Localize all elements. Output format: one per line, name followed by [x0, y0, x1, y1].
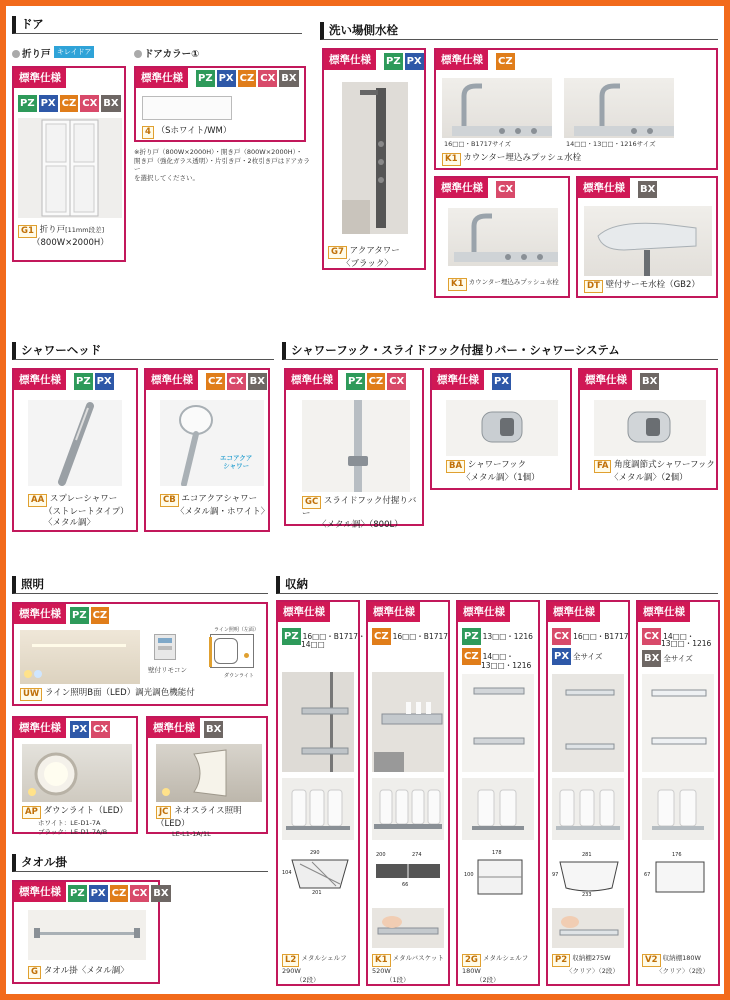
wall-remote-icon: [154, 634, 176, 660]
door-section-title: ドア: [12, 16, 302, 34]
chip-pz: PZ: [282, 628, 301, 645]
down-light-photo: [22, 744, 132, 802]
chip-pz: PZ: [18, 95, 37, 112]
thermo-faucet-drawing: [584, 206, 712, 276]
bottles-drawing: [462, 778, 534, 840]
chip-cz: CZ: [462, 648, 481, 665]
counter-faucet-cx-photo: [448, 208, 558, 266]
angle-hook-drawing: [594, 400, 706, 456]
dim-side: 100: [464, 872, 474, 878]
storage-photo-hand: [372, 908, 444, 948]
size-text: 13□□・1216: [661, 639, 712, 648]
size-label-2: 14□□・13□□・1216サイズ: [566, 140, 656, 148]
bullet-icon: [134, 50, 142, 58]
door-color-caption: 4 （Sホワイト/WM）: [142, 126, 231, 139]
storage-photo-shelf: [642, 674, 714, 772]
dim-side: 66: [402, 882, 409, 888]
chip-px: PX: [39, 95, 58, 112]
storage-photo-bottles: [462, 778, 534, 840]
chip-cz: CZ: [110, 885, 129, 902]
code-k1: K1: [442, 153, 461, 166]
slide-bar-caption: GC スライドフック付握りバー 〈メタル調〉（800L）: [302, 496, 417, 530]
chip-bx: BX: [248, 373, 267, 390]
storage-photo-basket: [372, 672, 444, 772]
storage-card-2: [366, 600, 450, 986]
storage-dimension-diagram: [552, 850, 624, 902]
chip-cz: CZ: [238, 70, 257, 87]
towel-bar-caption: G タオル掛〈メタル調〉: [28, 966, 129, 979]
counter-faucet-drawing: [448, 208, 558, 266]
line-light-caption: UW ライン照明B面（LED）調光調色機能付: [20, 688, 195, 701]
standard-spec-tag: 標準仕様: [14, 604, 66, 624]
eco-aqua-shower-photo: [160, 400, 264, 486]
size-row: [462, 628, 533, 645]
chip-cx: CX: [387, 373, 406, 390]
chip-cz: CZ: [367, 373, 386, 390]
size-text: 14□□・: [482, 652, 514, 661]
size-row: [552, 648, 602, 665]
storage-caption-2: K1 メタルバスケット520W （1段）: [372, 954, 444, 984]
slide-bar-card: [284, 368, 424, 530]
counter-faucet-photo-2: [564, 78, 674, 138]
folding-door-caption: G1 折り戸[11mm段差] （800W×2000H）: [18, 225, 126, 249]
eco-aqua-shower-caption: CB エコアクアシャワー 〈メタル調・ホワイト〉: [160, 494, 268, 518]
size-row: [661, 638, 711, 649]
kirei-door-badge: キレイドア: [54, 46, 94, 58]
storage-caption-1: L2 メタルシェルフ290W （2段）: [282, 954, 347, 984]
dim-bottom: 233: [582, 892, 592, 898]
spray-shower-drawing: [28, 400, 122, 486]
chip-px: PX: [70, 721, 89, 738]
line-light-card: [12, 602, 268, 706]
standard-spec-tag: 標準仕様: [436, 50, 488, 70]
color-swatch-white: [142, 96, 232, 120]
chip-pz: PZ: [462, 628, 481, 645]
towel-bar-photo: [28, 910, 146, 960]
storage-card-3: [456, 600, 540, 986]
shower-hook-section-title: シャワーフック・スライドフック付握りバー・シャワーシステム: [282, 342, 718, 360]
dim-top: 176: [672, 852, 682, 858]
chip-bx: BX: [101, 95, 120, 112]
neo-slice-light-photo: [156, 744, 262, 802]
neo-slice-light-drawing: [156, 744, 262, 802]
counter-faucet-caption: K1 カウンター埋込みプッシュ水栓: [442, 153, 581, 166]
faucet-section-title: 洗い場側水栓: [320, 22, 718, 40]
chip-bx: BX: [151, 885, 170, 902]
storage-dimension-diagram: [282, 850, 354, 902]
thermo-faucet-card: [576, 176, 718, 298]
down-light-label: ダウンライト: [224, 673, 254, 679]
shelf-drawing: [462, 674, 534, 772]
storage-dimension-diagram: [372, 850, 444, 902]
size-text: 16□□・B1717: [392, 632, 449, 641]
chip-pz: PZ: [346, 373, 365, 390]
door-color-card: [134, 66, 306, 142]
door-note: ※折り戸（800W×2000H）・開き戸（800W×2000H）・ 開き戸（強化ガラス透明）・片引き戸・2枚引き戸はドアカラー を選択してください。: [134, 148, 310, 182]
chip-cz: CZ: [91, 607, 110, 624]
model-chips: [70, 607, 109, 624]
dim-side: 67: [644, 872, 651, 878]
code-dt: DT: [584, 280, 603, 293]
size-text: 14□□: [301, 640, 325, 649]
chip-cx: CX: [552, 628, 571, 645]
model-chips: [70, 721, 110, 738]
chip-pz: PZ: [70, 607, 89, 624]
counter-faucet-cz-card: [434, 48, 718, 170]
chip-cz: CZ: [372, 628, 391, 645]
code-p2: P2: [552, 954, 570, 967]
code-2g: 2G: [462, 954, 481, 967]
storage-photo-bottles: [552, 778, 624, 840]
chip-cx: CX: [496, 181, 515, 198]
spray-shower-caption: AA スプレーシャワー （ストレートタイプ） 〈メタル調〉: [28, 494, 129, 529]
door-color-label: ドアカラー①: [134, 46, 199, 60]
hand-drawing: [372, 908, 444, 948]
size-row: [552, 628, 629, 645]
angle-hook-photo: [594, 400, 706, 456]
line-light-photo: [20, 630, 140, 684]
towel-bar-card: [12, 880, 169, 984]
counter-faucet-cx-card: [434, 176, 570, 298]
code-aa: AA: [28, 494, 47, 507]
code-gc: GC: [302, 496, 321, 509]
angle-hook-caption: FA 角度調節式シャワーフック 〈メタル調〉（2個）: [594, 460, 715, 484]
basket-drawing: [372, 672, 444, 772]
dim-bottom: 274: [412, 852, 422, 858]
chip-pz: PZ: [74, 373, 93, 390]
dim-top: 178: [492, 850, 502, 856]
model-chips: [206, 373, 267, 390]
neo-slice-light-card: [146, 716, 268, 838]
shower-hook-drawing: [446, 400, 558, 456]
chip-pz: PZ: [68, 885, 87, 902]
chip-bx: BX: [640, 373, 659, 390]
model-chips: [196, 70, 299, 87]
code-k1: K1: [448, 278, 467, 291]
spray-shower-photo: [28, 400, 122, 486]
neo-slice-light-caption: JC ネオスライス照明（LED） LE-L1-1A/1L: [156, 806, 242, 838]
storage-caption-4: P2 収納棚275W 〈クリア〉（2段）: [552, 954, 619, 976]
model-chips: [68, 885, 171, 902]
code-fa: FA: [594, 460, 611, 473]
standard-spec-tag: 標準仕様: [14, 68, 66, 88]
model-chips: [384, 53, 424, 70]
code-ba: BA: [446, 460, 465, 473]
aqua-tower-photo: [342, 82, 408, 234]
towel-bar-drawing: [28, 910, 146, 960]
slide-bar-photo: [302, 400, 410, 492]
standard-spec-tag: 標準仕様: [148, 718, 200, 738]
chip-cz: CZ: [60, 95, 79, 112]
counter-faucet-photo-1: [442, 78, 552, 138]
chip-cz: CZ: [206, 373, 225, 390]
spray-shower-card: [12, 368, 138, 532]
chip-cx: CX: [91, 721, 110, 738]
bath-plan-diagram: [210, 634, 254, 668]
shower-hook-card: [430, 368, 572, 490]
code-ap: AP: [22, 806, 41, 819]
storage-card-5: [636, 600, 720, 986]
standard-spec-tag: 標準仕様: [548, 602, 600, 622]
size-text: 16□□・B1717・: [302, 632, 366, 641]
chip-bx: BX: [204, 721, 223, 738]
size-label-1: 16□□・B1717サイズ: [444, 140, 512, 148]
standard-spec-tag: 標準仕様: [14, 370, 66, 390]
chip-pz: PZ: [384, 53, 403, 70]
storage-dimension-diagram: [462, 850, 534, 902]
aqua-tower-card: [322, 48, 426, 270]
size-text: 14□□・: [663, 632, 695, 641]
standard-spec-tag: 標準仕様: [580, 370, 632, 390]
model-chips: [496, 53, 515, 70]
chip-px: PX: [552, 648, 571, 665]
angle-hook-card: [578, 368, 718, 490]
storage-card-1: [276, 600, 366, 986]
plan-label: ライン照明（左面）: [214, 627, 259, 633]
standard-spec-tag: 標準仕様: [136, 68, 188, 88]
standard-spec-tag: 標準仕様: [278, 602, 330, 622]
standard-spec-tag: 標準仕様: [286, 370, 338, 390]
code-v2: V2: [642, 954, 661, 967]
standard-spec-tag: 標準仕様: [14, 882, 66, 902]
size-text: 全サイズ: [663, 654, 693, 663]
dim-side: 104: [282, 870, 292, 876]
storage-caption-3: 2G メタルシェルフ180W （2段）: [462, 954, 529, 984]
model-chips: [346, 373, 406, 390]
standard-spec-tag: 標準仕様: [638, 602, 690, 622]
bottles-drawing: [552, 778, 624, 840]
storage-photo-bottles: [642, 778, 714, 840]
size-text: 全サイズ: [573, 652, 603, 661]
bottles-drawing: [372, 778, 444, 840]
catalog-page: [6, 6, 724, 994]
down-light-drawing: [22, 744, 132, 802]
chip-cx: CX: [227, 373, 246, 390]
thermo-faucet-caption: DT 壁付サーモ水栓（GB2）: [584, 280, 700, 293]
dim-top: 290: [310, 850, 320, 856]
standard-spec-tag: 標準仕様: [14, 718, 66, 738]
eco-aqua-shower-drawing: [160, 400, 264, 486]
standard-spec-tag: 標準仕様: [324, 50, 376, 70]
slide-bar-drawing: [302, 400, 410, 492]
storage-photo-bottles: [372, 778, 444, 840]
storage-photo-bottles: [282, 778, 354, 840]
folding-door-drawing: [18, 118, 122, 218]
storage-photo-hand: [552, 908, 624, 948]
code-k1: K1: [372, 954, 391, 967]
chip-cz: CZ: [496, 53, 515, 70]
storage-caption-5: V2 収納棚180W 〈クリア〉（2段）: [642, 954, 709, 976]
code-g1: G1: [18, 225, 37, 238]
down-light-caption: AP ダウンライト（LED） ホワイト：LE-D1-7A ブラック：LE-D1-7A/B: [22, 806, 128, 836]
bottles-drawing: [282, 778, 354, 840]
thermo-faucet-photo: [584, 206, 712, 276]
shower-hook-photo: [446, 400, 558, 456]
down-light-card: [12, 716, 138, 834]
chip-bx: BX: [642, 650, 661, 667]
code-l2: L2: [282, 954, 299, 967]
model-chips: [74, 373, 114, 390]
eco-aqua-shower-card: [144, 368, 270, 532]
chip-px: PX: [89, 885, 108, 902]
lighting-section-title: 照明: [12, 576, 268, 594]
code-uw: UW: [20, 688, 42, 701]
code-g: G: [28, 966, 41, 979]
standard-spec-tag: 標準仕様: [432, 370, 484, 390]
bottles-drawing: [642, 778, 714, 840]
eco-aqua-badge: エコアクア シャワー: [220, 454, 253, 470]
standard-spec-tag: 標準仕様: [436, 178, 488, 198]
chip-px: PX: [405, 53, 424, 70]
chip-pz: PZ: [196, 70, 215, 87]
hand-drawing: [552, 908, 624, 948]
size-text: 13□□・1216: [481, 661, 532, 670]
model-chips: [638, 181, 657, 198]
wall-remote-label: 壁付リモコン: [148, 666, 187, 674]
storage-dimension-diagram: [642, 850, 714, 902]
chip-cx: CX: [130, 885, 149, 902]
folding-door-card: [12, 66, 126, 262]
counter-faucet-drawing: [564, 78, 674, 138]
shelf-drawing: [282, 672, 354, 772]
chip-px: PX: [95, 373, 114, 390]
chip-cx: CX: [642, 628, 661, 645]
shelf-drawing: [552, 674, 624, 772]
standard-spec-tag: 標準仕様: [578, 178, 630, 198]
dim-top: 281: [582, 852, 592, 858]
storage-card-4: [546, 600, 630, 986]
towel-section-title: タオル掛: [12, 854, 268, 872]
size-row: [642, 650, 693, 667]
model-chips: [492, 373, 511, 390]
chip-px: PX: [492, 373, 511, 390]
bullet-icon: [12, 50, 20, 58]
standard-spec-tag: 標準仕様: [146, 370, 198, 390]
size-row: [481, 660, 531, 671]
storage-section-title: 収納: [276, 576, 718, 594]
storage-photo-shelf: [282, 672, 354, 772]
model-chips: [18, 95, 121, 112]
chip-bx: BX: [279, 70, 298, 87]
standard-spec-tag: 標準仕様: [458, 602, 510, 622]
model-chips: [640, 373, 659, 390]
chip-cx: CX: [258, 70, 277, 87]
model-chips: [204, 721, 223, 738]
size-text: 16□□・B1717: [573, 632, 629, 641]
dim-bottom: 201: [312, 890, 322, 896]
storage-photo-shelf: [552, 674, 624, 772]
chip-cx: CX: [80, 95, 99, 112]
shelf-drawing: [642, 674, 714, 772]
code-4: 4: [142, 126, 154, 139]
line-light-drawing: [20, 630, 140, 684]
shower-head-section-title: シャワーヘッド: [12, 342, 274, 360]
counter-faucet-drawing: [442, 78, 552, 138]
shower-hook-caption: BA シャワーフック 〈メタル調〉（1個）: [446, 460, 540, 484]
code-jc: JC: [156, 806, 171, 819]
folding-door-label: 折り戸: [12, 46, 51, 60]
code-g7: G7: [328, 246, 347, 259]
aqua-tower-drawing: [342, 82, 408, 234]
folding-door-photo: [18, 118, 122, 218]
model-chips: [496, 181, 515, 198]
size-row: [301, 640, 325, 649]
chip-px: PX: [217, 70, 236, 87]
storage-photo-shelf: [462, 674, 534, 772]
counter-faucet-cx-caption: K1 カウンター埋込みプッシュ水栓: [448, 278, 559, 291]
chip-bx: BX: [638, 181, 657, 198]
standard-spec-tag: 標準仕様: [368, 602, 420, 622]
code-cb: CB: [160, 494, 179, 507]
dim-side: 97: [552, 872, 559, 878]
aqua-tower-caption: G7 アクアタワー 〈ブラック〉: [328, 246, 400, 270]
dim-top: 200: [376, 852, 386, 858]
size-text: 13□□・1216: [482, 632, 533, 641]
size-row: [372, 628, 448, 645]
